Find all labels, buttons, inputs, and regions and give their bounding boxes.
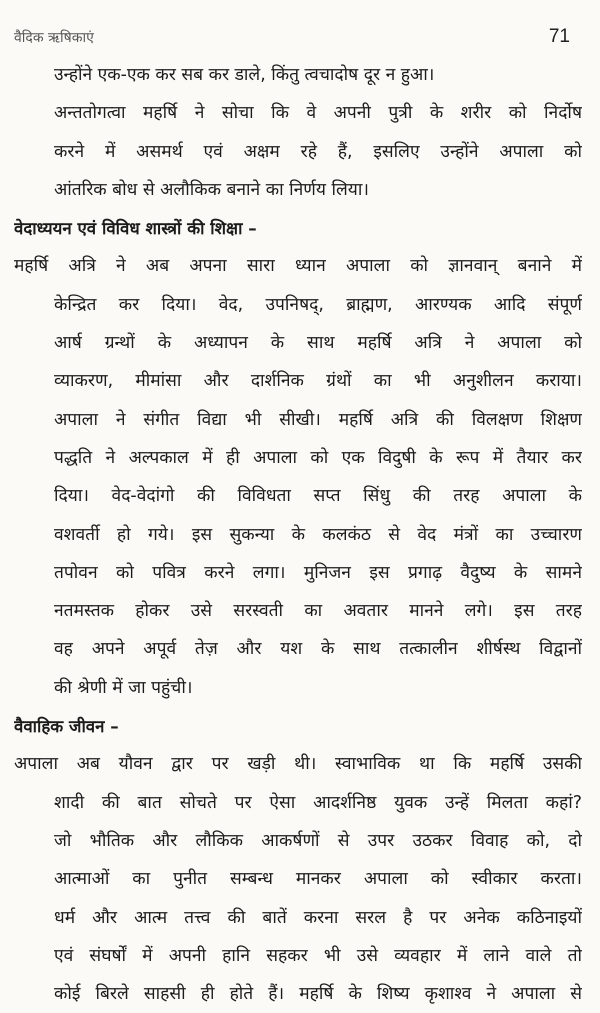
text-line: अन्ततोगत्वा महर्षि ने सोचा कि वे अपनी पुत्री के शरीर को निर्दोष [54,103,582,124]
section-heading: वैवाहिक जीवन – [14,716,119,737]
text-line: नतमस्तक होकर उसे सरस्वती का अवतार मानने लगे। इस तरह [54,601,582,622]
text-line: आत्माओं का पुनीत सम्बन्ध मानकर अपाला को स्वीकार करता। [54,869,582,890]
text-line: आंतरिक बोध से अलौकिक बनाने का निर्णय लिया। [54,179,369,200]
text-line: एवं संघर्षों में अपनी हानि सहकर भी उसे व्यवहार में लाने वाले तो [54,945,582,966]
page-number: 71 [548,26,570,47]
text-line: उन्होंने एक-एक कर सब कर डाले, किंतु त्वचादोष दूर न हुआ। [54,65,435,85]
text-line: व्याकरण, मीमांसा और दार्शनिक ग्रंथों का भी अनुशीलन कराया। [54,371,582,392]
section-heading: वेदाध्ययन एवं विविध शास्त्रों की शिक्षा – [14,218,257,239]
page-header [14,28,570,58]
text-line: कोई बिरले साहसी ही होते हैं। महर्षि के शिष्य कृशाश्व ने अपाला से [54,984,582,1005]
text-line: वह अपने अपूर्व तेज़ और यश के साथ तत्कालीन शीर्षस्थ विद्वानों [54,639,582,660]
text-line: महर्षि अत्रि ने अब अपना सारा ध्यान अपाला को ज्ञानवान् बनाने में [14,256,582,277]
text-line: तपोवन को पवित्र करने लगा। मुनिजन इस प्रगाढ़ वैदुष्य के सामने [54,562,582,583]
page-body [14,56,582,1013]
text-line: आर्ष ग्रन्थों के अध्यापन के साथ महर्षि अत्रि ने अपाला को [54,333,582,354]
text-line: की श्रेणी में जा पहुंची। [54,677,193,698]
text-line: अपाला अब यौवन द्वार पर खड़ी थी। स्वाभाविक था कि महर्षि उसकी [14,754,582,775]
text-line: पद्धति ने अल्पकाल में ही अपाला को एक विदुषी के रूप में तैयार कर [54,447,582,468]
text-line: केन्द्रित कर दिया। वेद, उपनिषद्, ब्राह्मण, आरण्यक आदि संपूर्ण [54,294,582,315]
running-title: वैदिक ऋषिकाएं [14,30,94,46]
text-line: जो भौतिक और लौकिक आकर्षणों से उपर उठकर विवाह को, दो [54,830,582,851]
text-line: धर्म और आत्म तत्त्व की बातें करना सरल है पर अनेक कठिनाइयों [54,907,582,928]
text-line: करने में असमर्थ एवं अक्षम रहे हैं, इसलिए उन्होंने अपाला को [54,141,582,162]
text-line: अपाला ने संगीत विद्या भी सीखी। महर्षि अत्रि की विलक्षण शिक्षण [54,409,582,430]
text-line: दिया। वेद-वेदांगो की विविधता सप्त सिंधु की तरह अपाला के [54,486,582,507]
text-line: शादी की बात सोचते पर ऐसा आदर्शनिष्ठ युवक उन्हें मिलता कहां? [54,792,582,813]
text-line: वशवर्ती हो गये। इस सुकन्या के कलकंठ से वेद मंत्रों का उच्चारण [54,524,582,545]
